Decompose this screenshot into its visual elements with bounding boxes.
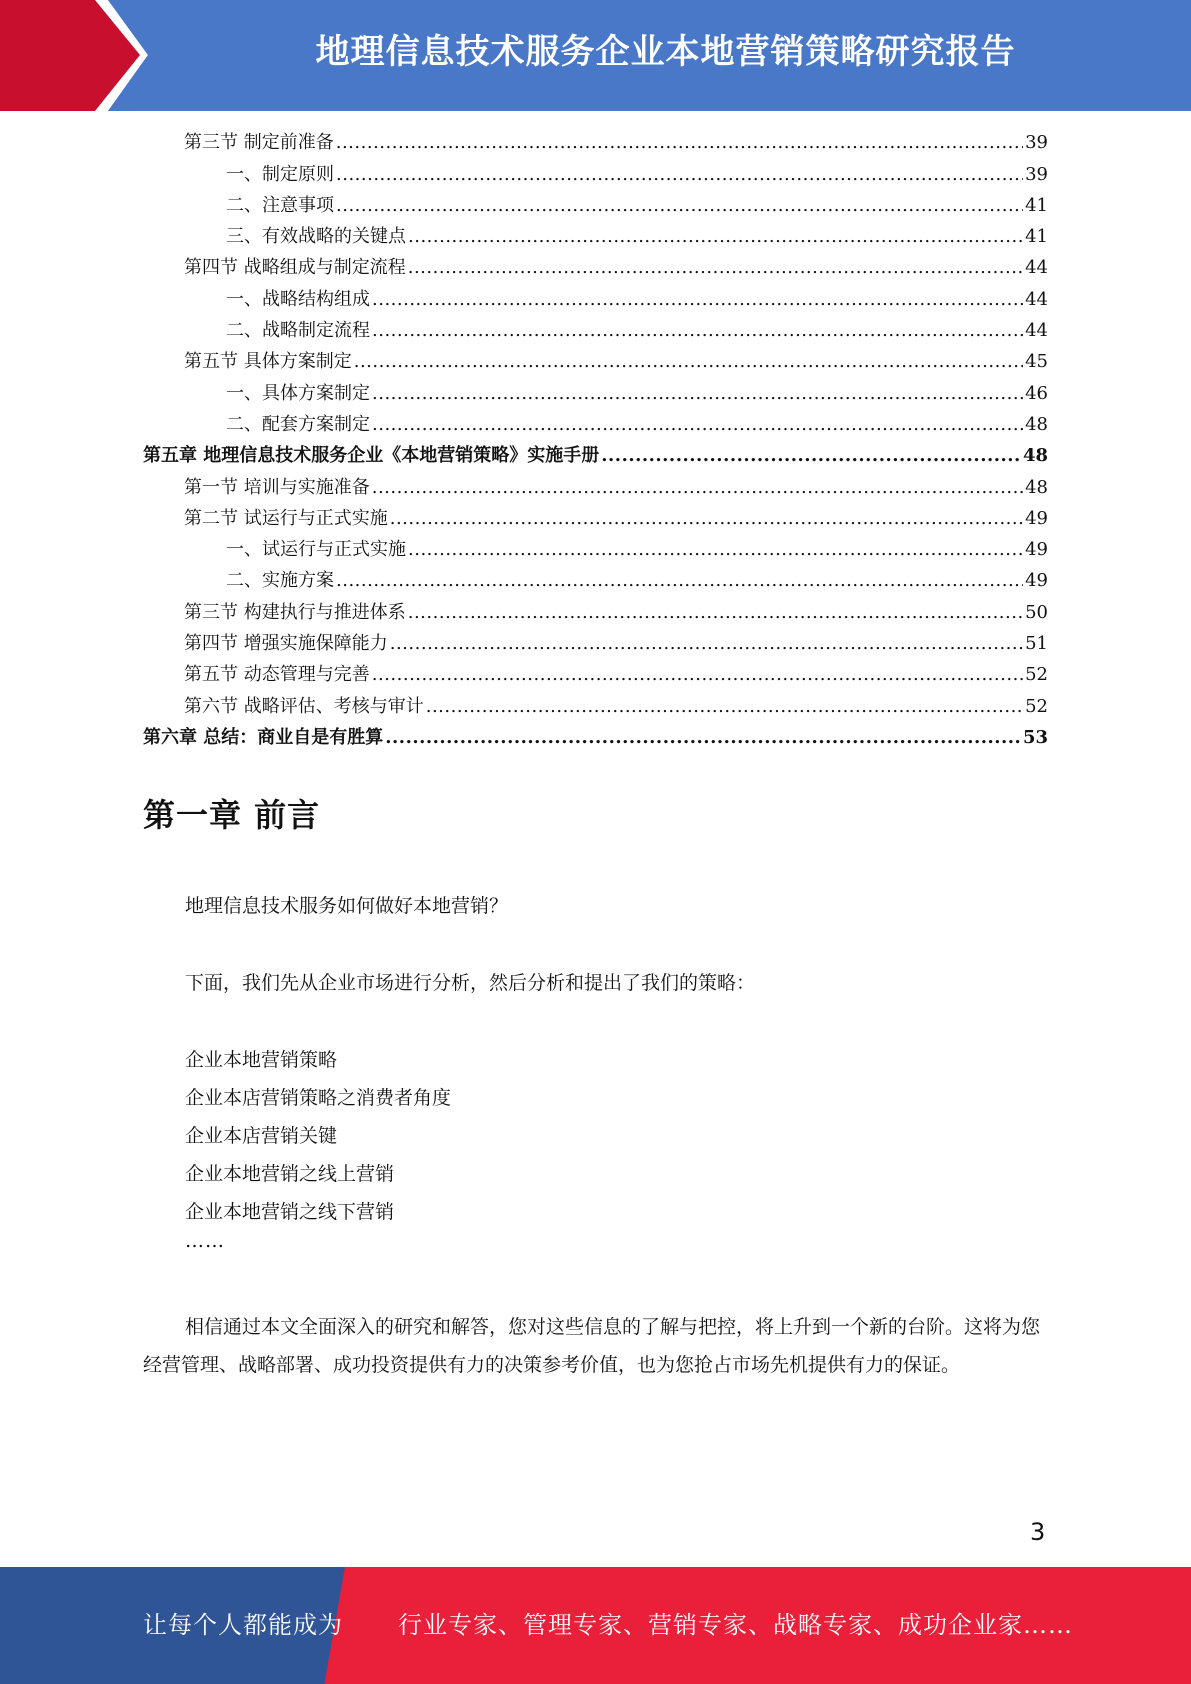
toc-entry-page: 48 [1025, 413, 1048, 435]
toc-entry-title: 第五章 地理信息技术服务企业《本地营销策略》实施手册 [143, 445, 600, 467]
toc-entry-page: 50 [1025, 601, 1048, 623]
toc-entry[interactable] [143, 722, 1048, 753]
toc-entry[interactable] [143, 534, 1048, 565]
toc-entry-title: 第五节 动态管理与完善 [184, 664, 370, 686]
toc-entry-title: 第四节 战略组成与制定流程 [184, 257, 406, 279]
toc-entry-title: 第二节 试运行与正式实施 [184, 507, 388, 529]
footer-slogan-right: 行业专家、管理专家、营销专家、战略专家、成功企业家…… [398, 1611, 1073, 1639]
toc-entry-page: 39 [1025, 163, 1048, 185]
list-item: 企业本地营销之线下营销 [185, 1201, 395, 1223]
toc-entry-page: 48 [1022, 445, 1048, 467]
toc-dot-leader [408, 252, 1023, 283]
toc-entry[interactable] [143, 127, 1048, 158]
toc-entry[interactable] [143, 503, 1048, 534]
chapter-heading: 第一章 前言 [143, 796, 321, 834]
page-header [0, 0, 1191, 111]
intro-question: 地理信息技术服务如何做好本地营销？ [185, 895, 509, 917]
toc-entry[interactable] [143, 596, 1048, 627]
toc-dot-leader [336, 159, 1023, 190]
toc-dot-leader [426, 691, 1023, 722]
toc-entry-page: 45 [1025, 351, 1048, 373]
list-item: 企业本店营销策略之消费者角度 [185, 1087, 452, 1109]
toc-entry-title: 一、试运行与正式实施 [226, 539, 406, 561]
conclusion-paragraph: 相信通过本文全面深入的研究和解答，您对这些信息的了解与把控，将上升到一个新的台阶。这将为您经营管理、战略部署、成功投资提供有力的决策参考价值，也为您抢占市场先机提供有力的保证。 [143, 1316, 1041, 1376]
toc-entry-page: 46 [1025, 382, 1048, 404]
toc-entry[interactable] [143, 471, 1048, 502]
toc-entry-title: 二、实施方案 [226, 570, 334, 592]
toc-dot-leader [372, 378, 1023, 409]
toc-dot-leader [408, 534, 1023, 565]
toc-entry-page: 49 [1025, 539, 1048, 561]
toc-entry-page: 48 [1025, 476, 1048, 498]
page-footer [0, 1567, 1191, 1684]
toc-entry-page: 41 [1025, 194, 1048, 216]
toc-entry-page: 52 [1025, 695, 1048, 717]
toc-entry-title: 第一节 培训与实施准备 [184, 476, 370, 498]
table-of-contents [143, 127, 1048, 753]
toc-entry[interactable] [143, 283, 1048, 314]
toc-entry-page: 44 [1025, 288, 1048, 310]
toc-entry-page: 44 [1025, 257, 1048, 279]
toc-entry[interactable] [143, 315, 1048, 346]
list-item: 企业本地营销策略 [185, 1049, 338, 1071]
list-ellipsis: …… [185, 1230, 225, 1252]
toc-entry-title: 第三节 制定前准备 [184, 132, 334, 154]
toc-entry-page: 52 [1025, 664, 1048, 686]
toc-entry-title: 二、配套方案制定 [226, 413, 370, 435]
toc-dot-leader [372, 284, 1023, 315]
toc-entry-page: 51 [1025, 633, 1048, 655]
toc-entry-title: 一、具体方案制定 [226, 382, 370, 404]
toc-entry-page: 49 [1025, 507, 1048, 529]
toc-entry-title: 第六节 战略评估、考核与审计 [184, 695, 424, 717]
toc-entry-title: 三、有效战略的关键点 [226, 226, 406, 248]
toc-dot-leader [601, 440, 1021, 471]
toc-entry-page: 41 [1025, 226, 1048, 248]
list-item: 企业本地营销之线上营销 [185, 1163, 395, 1185]
toc-dot-leader [336, 565, 1023, 596]
toc-dot-leader [408, 597, 1023, 628]
toc-entry-title: 一、制定原则 [226, 163, 334, 185]
toc-entry-title: 二、战略制定流程 [226, 320, 370, 342]
toc-entry[interactable] [143, 440, 1048, 471]
toc-entry-page: 44 [1025, 320, 1048, 342]
toc-entry[interactable] [143, 190, 1048, 221]
toc-entry[interactable] [143, 252, 1048, 283]
toc-dot-leader [390, 503, 1023, 534]
toc-entry[interactable] [143, 628, 1048, 659]
toc-entry-page: 39 [1025, 132, 1048, 154]
intro-paragraph: 下面，我们先从企业市场进行分析，然后分析和提出了我们的策略： [185, 972, 756, 994]
toc-entry[interactable] [143, 377, 1048, 408]
strategy-list [185, 1041, 451, 1231]
report-title: 地理信息技术服务企业本地营销策略研究报告 [315, 32, 1016, 72]
toc-dot-leader [385, 722, 1021, 753]
toc-dot-leader [372, 472, 1023, 503]
toc-entry-title: 第五节 具体方案制定 [184, 351, 352, 373]
toc-entry[interactable] [143, 158, 1048, 189]
toc-entry-page: 53 [1022, 726, 1048, 748]
footer-slogan-left: 让每个人都能成为 [143, 1611, 343, 1639]
toc-entry-page: 49 [1025, 570, 1048, 592]
toc-entry[interactable] [143, 659, 1048, 690]
list-item: 企业本店营销关键 [185, 1125, 338, 1147]
toc-entry-title: 第四节 增强实施保障能力 [184, 633, 388, 655]
toc-dot-leader [372, 409, 1023, 440]
page-number: 3 [1030, 1518, 1046, 1546]
toc-dot-leader [354, 346, 1023, 377]
toc-dot-leader [372, 315, 1023, 346]
toc-dot-leader [336, 127, 1023, 158]
toc-entry-title: 二、注意事项 [226, 194, 334, 216]
toc-entry[interactable] [143, 221, 1048, 252]
toc-entry[interactable] [143, 346, 1048, 377]
toc-entry[interactable] [143, 565, 1048, 596]
toc-dot-leader [390, 628, 1023, 659]
toc-entry[interactable] [143, 690, 1048, 721]
toc-dot-leader [336, 190, 1023, 221]
toc-entry[interactable] [143, 409, 1048, 440]
toc-entry-title: 一、战略结构组成 [226, 288, 370, 310]
toc-entry-title: 第三节 构建执行与推进体系 [184, 601, 406, 623]
toc-entry-title: 第六章 总结：商业自是有胜算 [143, 726, 384, 748]
toc-dot-leader [372, 659, 1023, 690]
toc-dot-leader [408, 221, 1023, 252]
